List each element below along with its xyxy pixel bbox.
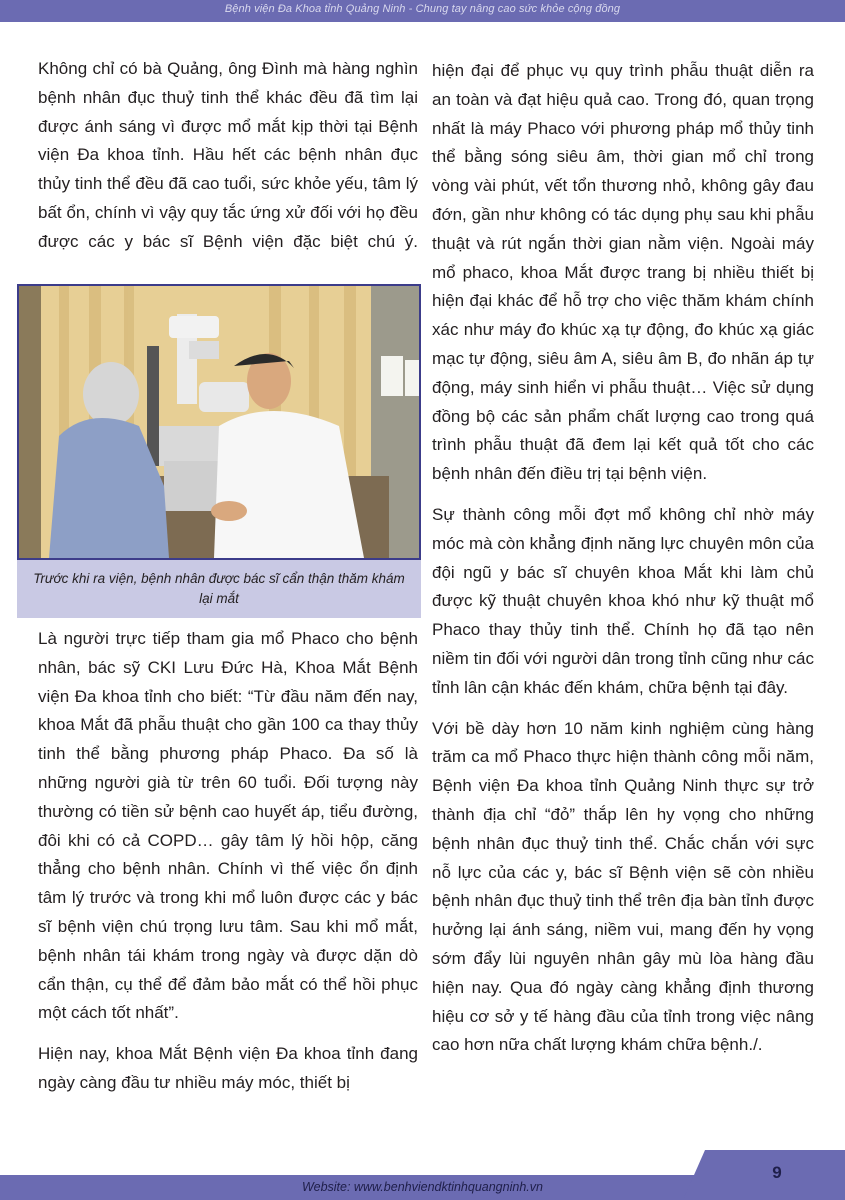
left-paragraph-1: Không chỉ có bà Quảng, ông Đình mà hàng nghìn bệnh nhân đục thuỷ tinh thể khác đều đã tìm lại được ánh sáng vì được mổ mắt kịp thời tại Bệnh viện Đa khoa tỉnh. Hầu hết các bệnh nhân đục thủy tinh thể đều đã cao tuổi, sức khỏe yếu, tâm lý bất ổn, chính vì vậy quy tắc ứng xử đối với họ đều được các y bác sĩ Bệnh viện đặc biệt chú ý. [38,59,418,251]
left-paragraph-3: Hiện nay, khoa Mắt Bệnh viện Đa khoa tỉnh đang ngày càng đầu tư nhiều máy móc, thiết bị [38,1044,418,1092]
figure-caption-box [17,560,421,618]
left-column [38,55,418,257]
footer-website: Website: www.benhviendktinhquangninh.vn [302,1180,543,1194]
eye-exam-photo-illustration [19,286,419,558]
page-number: 9 [772,1163,782,1182]
left-column-lower [38,625,418,1098]
photo-eye-examination [17,284,421,560]
right-paragraph-1: hiện đại để phục vụ quy trình phẫu thuật diễn ra an toàn và đạt hiệu quả cao. Trong đó, quan trọng nhất là máy Phaco với phương pháp mổ thủy tinh thể bằng sóng siêu âm, thời gian mổ chỉ trong vòng vài phút, vết tổn thương nhỏ, không gây đau đớn, gần như không có tác dụng phụ sau khi phẫu thuật và rút ngắn thời gian nằm viện. Ngoài máy mổ phaco, khoa Mắt được trang bị nhiều thiết bị hiện đại khác để hỗ trợ cho việc thăm khám chính xác như máy đo khúc xạ tự động, đo khúc xạ giác mạc tự động, siêu âm A, siêu âm B, đo nhãn áp tự động, máy sinh hiển vi phẫu thuật… Việc sử dụng đồng bộ các sản phẩm chất lượng cao trong quá trình phẫu thuật đã đem lại kết quả tốt cho các bệnh nhân đến điều trị tại bệnh viện. [432,61,814,484]
figure-caption: Trước khi ra viện, bệnh nhân được bác sĩ cẩn thận thăm khám lại mắt [33,571,405,606]
right-column [432,57,814,1060]
header-title: Bệnh viện Đa Khoa tỉnh Quảng Ninh - Chung tay nâng cao sức khỏe cộng đồng [224,3,621,15]
right-paragraph-3: Với bề dày hơn 10 năm kinh nghiệm cùng hàng trăm ca mổ Phaco thực hiện thành công mỗi năm, Bệnh viện Đa khoa tỉnh Quảng Ninh thực sự trở thành địa chỉ “đỏ” thắp lên hy vọng cho những bệnh nhân đục thuỷ tinh thể. Chắc chắn với sực nỗ lực của các y, bác sĩ Bệnh viện sẽ còn nhiều bệnh nhân đục thuỷ tinh thể trên địa bàn tỉnh được hưởng lại ánh sáng, niềm vui, mang đến hy vọng sớm đẩy lùi nguyên nhân gây mù lòa hàng đầu hiện nay. Qua đó ngày càng khẳng định thương hiệu cơ sở y tế hàng đầu của tỉnh trong việc nâng cao hơn nữa chất lượng khám chữa bệnh./. [432,718,814,1055]
right-paragraph-2: Sự thành công mỗi đợt mổ không chỉ nhờ máy móc mà còn khẳng định năng lực chuyên môn của đội ngũ y bác sĩ chuyên khoa Mắt khi làm chủ được kỹ thuật chuyên khoa khó như kỹ thuật mổ Phaco thay thủy tinh thể. Chính họ đã tạo nên niềm tin đối với người dân trong tỉnh cũng như các tỉnh lân cận khác đến khám, chữa bệnh tại đây. [432,504,814,697]
left-paragraph-2: Là người trực tiếp tham gia mổ Phaco cho bệnh nhân, bác sỹ CKI Lưu Đức Hà, Khoa Mắt Bệnh viện Đa khoa tỉnh cho biết: “Từ đầu năm đến nay, khoa Mắt đã phẫu thuật cho gần 100 ca thay thủy tinh thể bằng phương pháp Phaco. Đa số là những người già từ trên 60 tuổi. Đối tượng này thường có tiền sử bệnh cao huyết áp, tiểu đường, đôi khi có cả COPD… gây tâm lý hồi hộp, căng thẳng cho bệnh nhân. Chính vì thế việc ổn định tâm lý trước và trong khi mổ luôn được các y bác sĩ bệnh viện chú trọng lưu tâm. Sau khi mổ mắt, bệnh nhân tái khám trong ngày và được dặn dò cẩn thận, cụ thể để đảm bảo mắt có thể hồi phục một cách tốt nhất”. [38,629,418,1023]
figure [17,284,421,618]
